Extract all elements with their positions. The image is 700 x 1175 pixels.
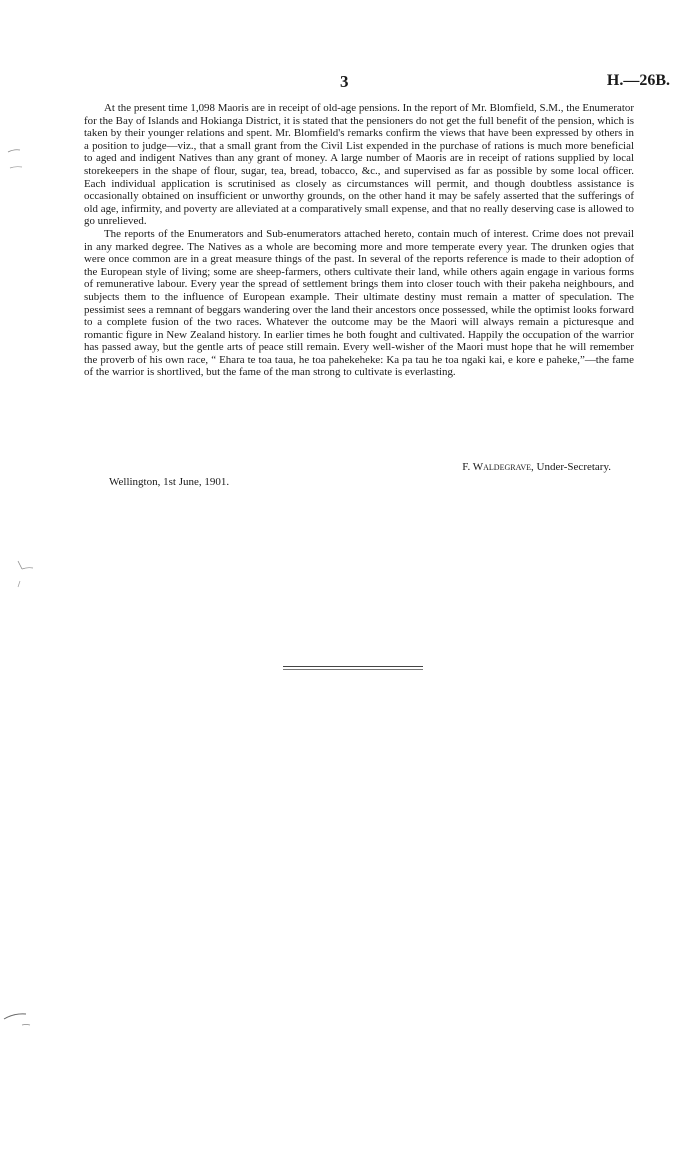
paragraph-reports: The reports of the Enumerators and Sub-enumerators attached hereto, contain much of interest. Crime does not prevail in any marked degree. The Natives as a whole are becoming more and more temperate every year. The drunken ogies that were once common are in a great measure things of the past. In several of the reports reference is made to their adoption of the European style of living; some are sheep-farmers, others cultivate their land, while others again engage in various forms of remunerative labour. Every year the spread of settlement brings them into closer touch with their pakeha neighbours, and subjects them to the influence of European example. Their ultimate destiny must remain a matter of speculation. The pessimist sees a remnant of beggars wandering over the land their ancestors once possessed, while the optimist looks forward to a complete fusion of the two races. Whatever the outcome may be the Maori will always remain a picturesque and romantic figure in New Zealand history. In earlier times he both fought and cultivated. Happily the occupation of the warrior has passed away, but the gentle arts of peace still remain. Every well-wisher of the Maori must hope that he will remember the proverb of his own race, “ Ehara te toa taua, he toa pahekeheke: Ka pa tau he toa ngaki kai, e kore e paheke,”—the fame of the warrior is shortlived, but the fame of the man strong to cultivate is everlasting. — [84, 227, 634, 379]
page-number: 3 — [340, 72, 349, 91]
margin-scan-mark — [0, 1005, 36, 1035]
paragraph-pensions: At the present time 1,098 Maoris are in receipt of old-age pensions. In the report of Mr. Blomfield, S.M., the Enumerator for the Bay of Islands and Hokianga District, it is stated that the pensioners do not get the full benefit of the pension, which is taken by their younger relations and spent. Mr. Blomfield's remarks confirm the views that have been expressed by others in a position to judge—viz., that a small grant from the Civil List expended in the purchase of rations is much more beneficial to aged and indigent Natives than any grant of money. A large number of Maoris are in receipt of rations supplied by local storekeepers in the shape of flour, sugar, tea, bread, tobacco, &c., and supervised as far as possible by some local officer. Each individual application is scrutinised as closely as circumstances will permit, and though doubtless assistance is occasionally obtained on insufficient or unworthy grounds, on the other hand it may be safely asserted that the sufferings of old age, infirmity, and poverty are alleviated at a comparatively small expense, and that no really deserving case is allowed to go unrelieved. — [84, 102, 634, 228]
margin-scan-mark — [0, 555, 36, 595]
date-line: Wellington, 1st June, 1901. — [109, 476, 230, 488]
signature — [462, 461, 611, 473]
closing-rule-bottom — [283, 669, 423, 670]
margin-scan-mark — [0, 138, 30, 178]
signature-name: F. Waldegrave — [462, 461, 531, 473]
closing-rule — [283, 666, 423, 670]
document-reference: H.—26B. — [606, 72, 670, 89]
body-text — [84, 102, 634, 379]
closing-rule-top — [283, 666, 423, 667]
signature-title: , Under-Secretary. — [531, 461, 611, 473]
